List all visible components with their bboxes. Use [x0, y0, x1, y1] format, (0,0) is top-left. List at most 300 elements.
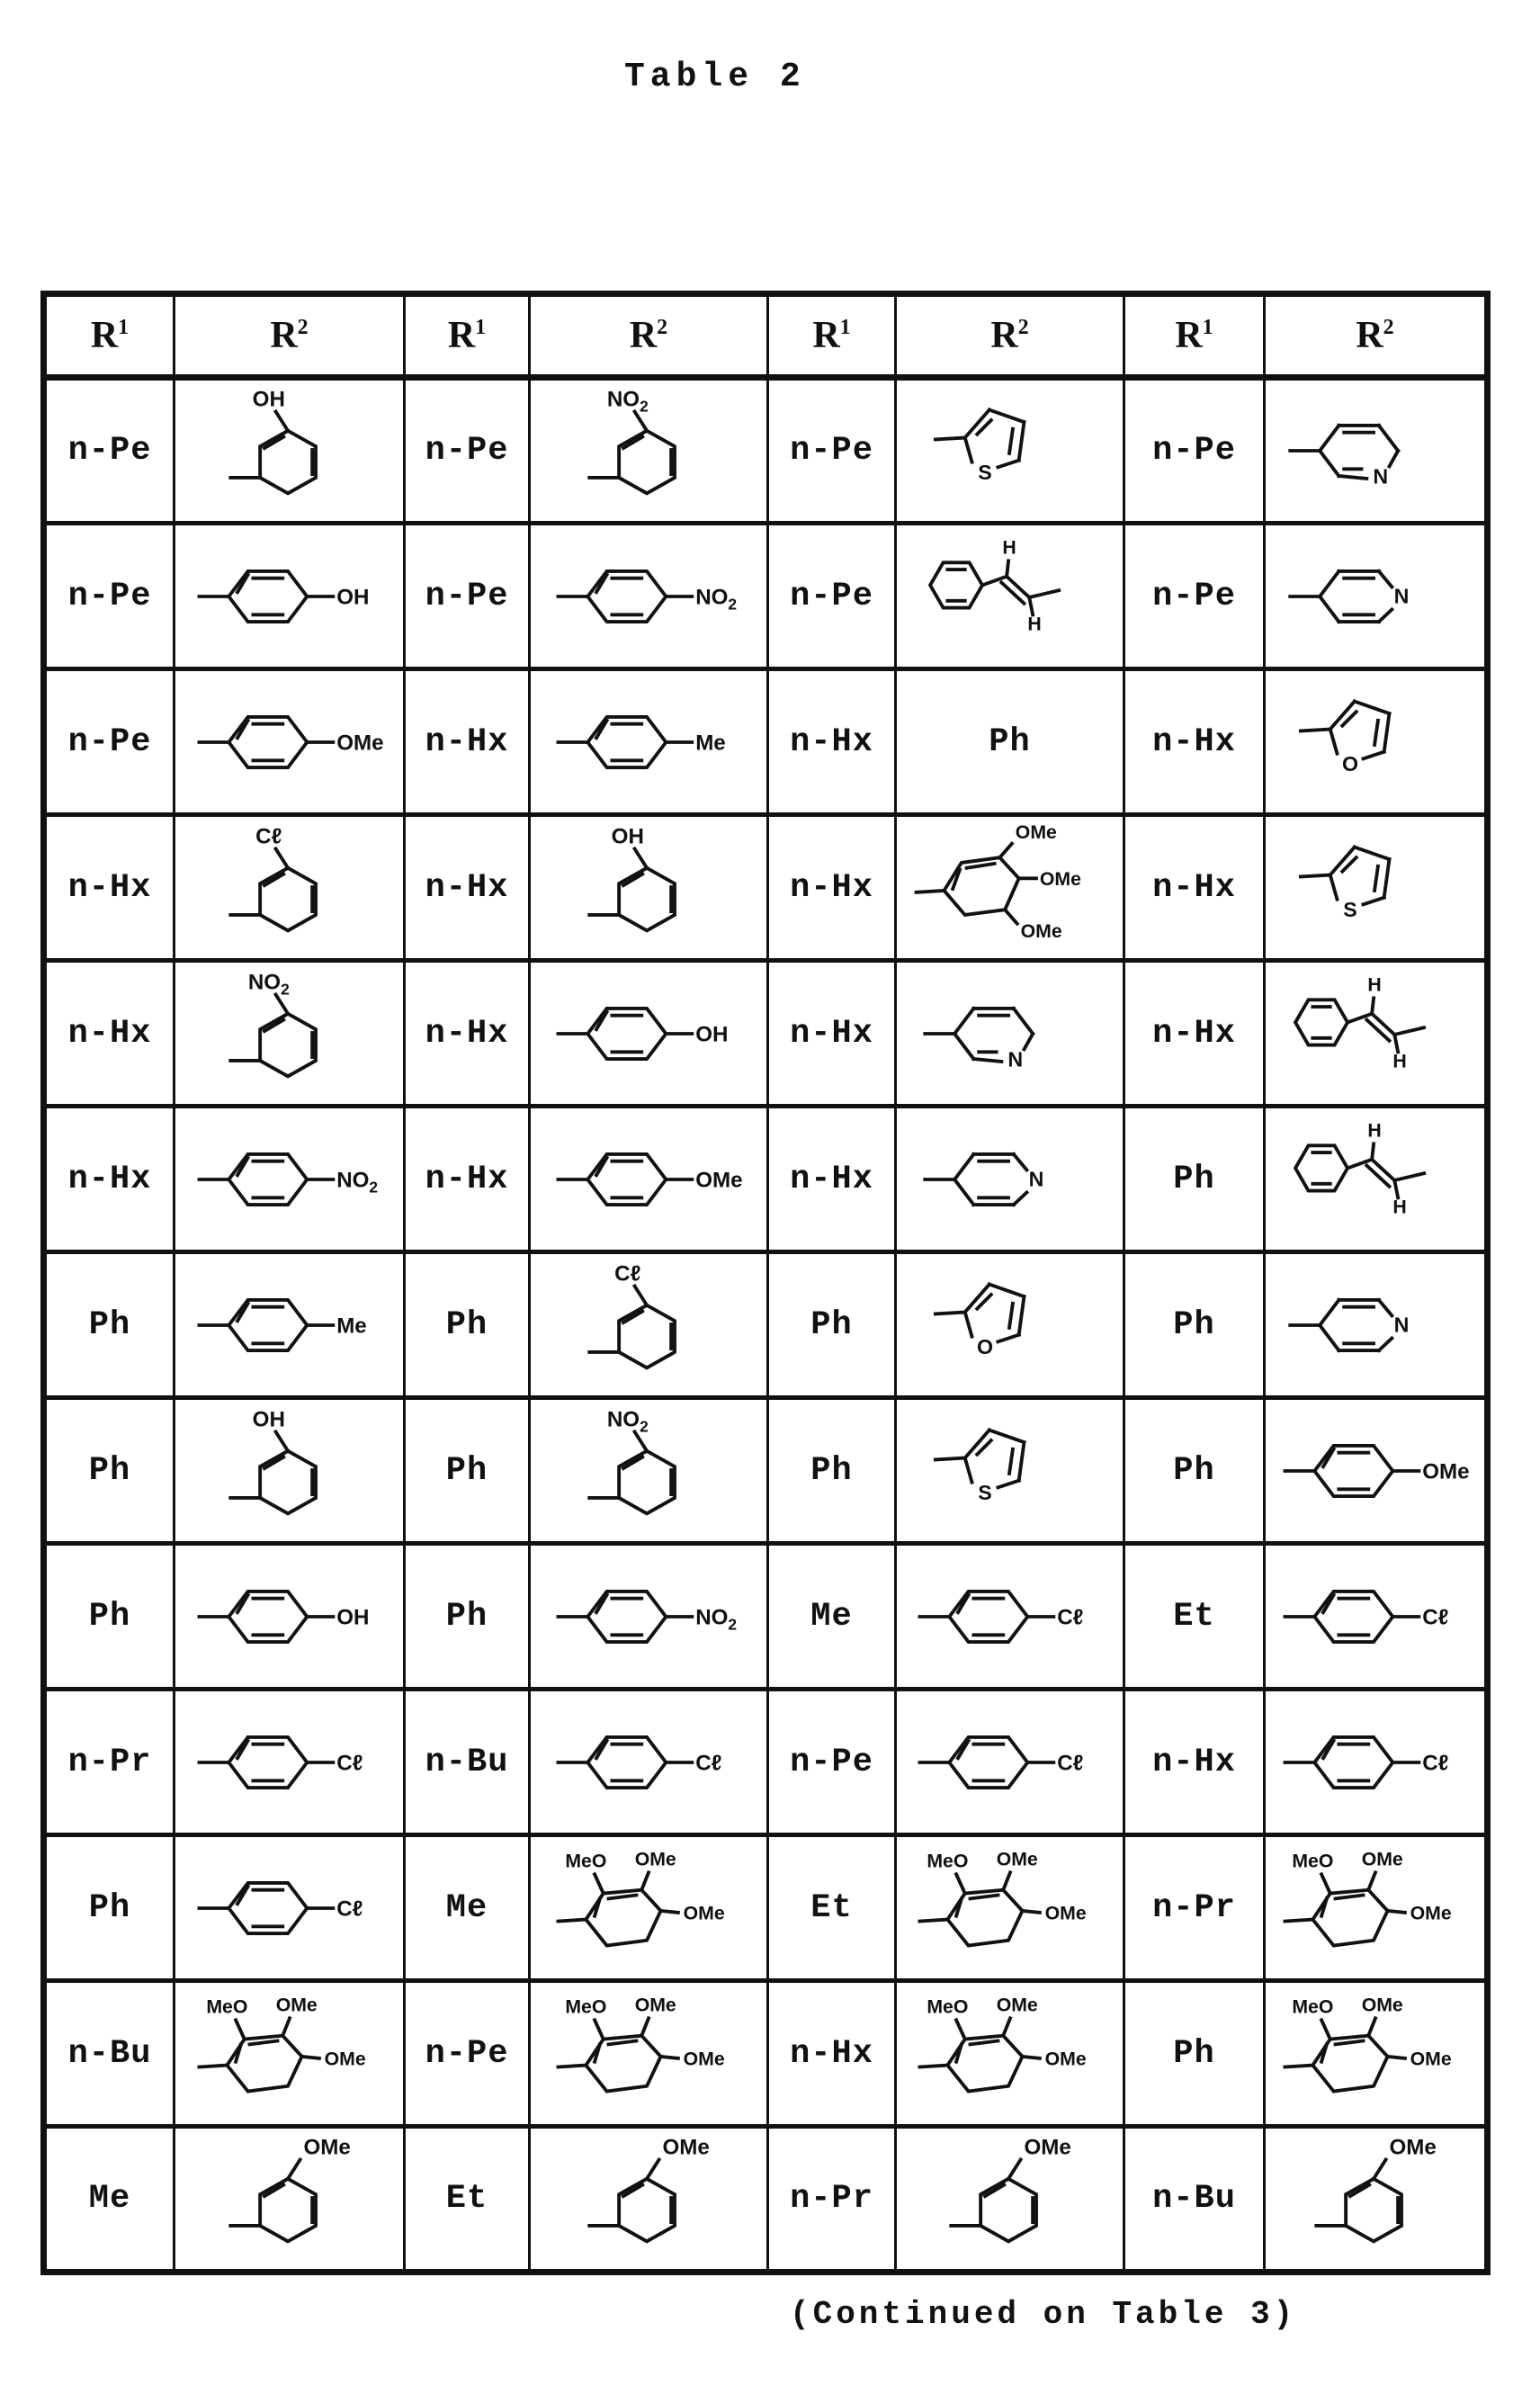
svg-text:N: N — [1028, 1167, 1043, 1191]
substituent-text: n-Pe — [67, 432, 152, 470]
substituent-text: Me — [810, 1597, 853, 1636]
svg-text:NO2: $NO_2$ — [606, 387, 649, 416]
substituent-text: n-Pe — [67, 577, 152, 615]
r2-cell — [896, 1252, 1124, 1398]
svg-text:OH: OH — [252, 387, 285, 412]
substituent-text: n-Pe — [1152, 577, 1236, 615]
svg-text:OMe: OMe — [1015, 821, 1057, 843]
substituent-text: n-Pe — [425, 432, 509, 470]
svg-text:OMe: OMe — [1410, 1902, 1452, 1924]
struct-benzene-ortho — [185, 968, 394, 1099]
struct-furyl — [906, 1260, 1115, 1391]
r2-cell — [175, 2127, 405, 2273]
substituent-text: n-Pe — [67, 722, 152, 761]
r2-cell — [530, 378, 768, 524]
substituent-text: n-Pe — [1152, 432, 1236, 470]
table-header — [44, 294, 1488, 378]
svg-text:Cℓ: Cℓ — [1056, 1605, 1083, 1630]
svg-text:OMe: OMe — [1044, 2048, 1087, 2070]
r1-cell — [405, 1398, 530, 1544]
substituent-text: Ph — [810, 1305, 853, 1344]
svg-text:O: O — [976, 1334, 993, 1358]
struct-trimethoxy-234 — [1271, 1843, 1480, 1974]
svg-text:OMe: OMe — [634, 1848, 676, 1870]
struct-thienyl — [906, 1405, 1115, 1537]
svg-text:N: N — [1393, 584, 1409, 608]
r1-cell — [1124, 961, 1265, 1107]
struct-benzene-para — [544, 1697, 753, 1828]
substituent-text: n-Hx — [67, 1160, 152, 1198]
r1-cell — [405, 1544, 530, 1690]
struct-benzene-para — [185, 1260, 394, 1391]
substituent-text: Ph — [88, 1888, 131, 1927]
r1-cell — [768, 1107, 896, 1252]
svg-text:Me: Me — [336, 1314, 367, 1339]
svg-text:S: S — [977, 1480, 992, 1504]
r1-cell — [405, 1981, 530, 2127]
struct-benzene-para — [544, 1551, 753, 1682]
header-r1: $R^1$ — [405, 294, 530, 378]
r2-cell — [175, 961, 405, 1107]
header-r1: $R^1$ — [768, 294, 896, 378]
header-row — [44, 294, 1488, 378]
struct-pyridyl-n-bottomright — [906, 968, 1115, 1099]
substituent-text: n-Hx — [790, 722, 873, 761]
struct-trimethoxy-234 — [544, 1843, 753, 1974]
substituent-text: Ph — [810, 1451, 853, 1490]
r1-cell — [768, 1398, 896, 1544]
r1-cell — [405, 378, 530, 524]
svg-text:OMe: OMe — [1023, 2135, 1071, 2160]
r2-cell — [896, 1398, 1124, 1544]
struct-trimethoxy-234 — [906, 1843, 1115, 1974]
struct-benzene-ortho — [185, 385, 394, 516]
substituent-text: Ph — [445, 1305, 488, 1344]
r2-cell — [530, 815, 768, 961]
svg-text:N: N — [1372, 464, 1388, 489]
svg-text:OMe: OMe — [324, 2048, 366, 2070]
r2-cell — [530, 1544, 768, 1690]
r1-cell — [405, 1690, 530, 1835]
substituent-text: n-Hx — [1152, 868, 1236, 907]
substituent-text: n-Pr — [790, 2180, 873, 2218]
substituent-text: Ph — [1173, 2034, 1215, 2073]
r1-cell — [44, 1398, 175, 1544]
substituent-text: n-Hx — [790, 1160, 873, 1198]
substituent-text: n-Pe — [790, 1743, 873, 1781]
svg-text:OMe: OMe — [275, 1994, 318, 2016]
svg-text:MeO: MeO — [1291, 1850, 1333, 1872]
svg-text:OH: OH — [611, 824, 644, 849]
struct-styryl — [1271, 1114, 1480, 1245]
r2-cell — [530, 1690, 768, 1835]
r1-cell — [1124, 1690, 1265, 1835]
svg-text:Cℓ: Cℓ — [1421, 1605, 1448, 1630]
struct-benzene-meta — [185, 2133, 394, 2264]
r2-cell — [175, 1107, 405, 1252]
r2-cell — [1265, 815, 1488, 961]
substituent-text: n-Hx — [67, 868, 152, 907]
substituent-text: Ph — [445, 1597, 488, 1636]
svg-text:NO2: $NO_2$ — [695, 585, 738, 613]
table-body — [44, 378, 1488, 2273]
substituent-text: Ph — [88, 1451, 131, 1490]
r1-cell — [44, 1107, 175, 1252]
substituent-text: Et — [810, 1888, 853, 1927]
r1-cell — [768, 961, 896, 1107]
struct-benzene-meta — [906, 2133, 1115, 2264]
compound-table — [40, 291, 1491, 2275]
header-r2: $R^2$ — [896, 294, 1124, 378]
struct-benzene-ortho — [185, 822, 394, 954]
r1-cell — [405, 1107, 530, 1252]
r1-cell — [405, 1835, 530, 1981]
table-row — [44, 1544, 1488, 1690]
svg-text:MeO: MeO — [926, 1995, 968, 2018]
svg-text:H: H — [1026, 613, 1042, 635]
struct-benzene-ortho — [544, 822, 753, 954]
svg-text:OMe: OMe — [695, 1168, 743, 1193]
r2-cell — [1265, 1690, 1488, 1835]
struct-trimethoxy-234 — [906, 1988, 1115, 2120]
struct-trimethoxy-234 — [544, 1988, 753, 2120]
svg-text:Me: Me — [695, 731, 726, 756]
table-row — [44, 961, 1488, 1107]
svg-text:Cℓ: Cℓ — [336, 1896, 363, 1922]
r1-cell — [1124, 378, 1265, 524]
svg-text:OMe: OMe — [302, 2135, 351, 2160]
svg-text:Cℓ: Cℓ — [1056, 1751, 1083, 1776]
svg-text:Cℓ: Cℓ — [614, 1261, 641, 1287]
r1-cell — [44, 1544, 175, 1690]
r1-cell — [1124, 1981, 1265, 2127]
svg-text:H: H — [1001, 536, 1016, 559]
struct-benzene-para — [185, 1551, 394, 1682]
r2-cell — [1265, 1835, 1488, 1981]
svg-text:OMe: OMe — [634, 1994, 676, 2016]
struct-benzene-para — [544, 677, 753, 808]
svg-text:OMe: OMe — [996, 1994, 1038, 2016]
struct-pyridyl-n-right — [1271, 531, 1480, 662]
r1-cell — [768, 1690, 896, 1835]
struct-benzene-para — [906, 1697, 1115, 1828]
table-row — [44, 2127, 1488, 2273]
substituent-text: Ph — [88, 1597, 131, 1636]
svg-text:OH: OH — [252, 1407, 285, 1432]
table-row — [44, 1252, 1488, 1398]
r2-cell — [530, 524, 768, 669]
struct-benzene-meta — [544, 2133, 753, 2264]
substituent-text: n-Hx — [790, 868, 873, 907]
svg-text:H: H — [1392, 1050, 1407, 1072]
table-row — [44, 1690, 1488, 1835]
svg-text:N: N — [1007, 1047, 1023, 1071]
r2-cell — [896, 1107, 1124, 1252]
struct-benzene-para — [185, 1843, 394, 1974]
r2-cell — [1265, 1544, 1488, 1690]
substituent-text: n-Hx — [790, 2034, 873, 2073]
substituent-text: n-Pe — [425, 2034, 509, 2073]
svg-text:MeO: MeO — [565, 1850, 607, 1872]
r1-cell — [1124, 1544, 1265, 1690]
r2-cell — [175, 669, 405, 815]
r1-cell — [768, 1544, 896, 1690]
r2-cell — [896, 2127, 1124, 2273]
substituent-text: Ph — [445, 1451, 488, 1490]
svg-text:Cℓ: Cℓ — [255, 824, 282, 849]
substituent-text: Ph — [88, 1305, 131, 1344]
table-row — [44, 1835, 1488, 1981]
table-row — [44, 524, 1488, 669]
svg-text:MeO: MeO — [565, 1995, 607, 2018]
substituent-text: n-Hx — [1152, 722, 1236, 761]
r1-cell — [44, 524, 175, 669]
r1-cell — [768, 1835, 896, 1981]
struct-trimethoxy-234 — [185, 1988, 394, 2120]
r1-cell — [1124, 669, 1265, 815]
r2-cell — [175, 815, 405, 961]
r2-cell — [530, 1981, 768, 2127]
svg-text:OMe: OMe — [1044, 1902, 1087, 1924]
r2-cell — [896, 815, 1124, 961]
svg-text:MeO: MeO — [1291, 1995, 1333, 2018]
struct-trimethoxy-234 — [1271, 1988, 1480, 2120]
substituent-text: Ph — [1173, 1451, 1215, 1490]
r2-cell — [1265, 524, 1488, 669]
struct-benzene-ortho — [544, 385, 753, 516]
svg-text:NO2: $NO_2$ — [247, 970, 290, 998]
table-row — [44, 669, 1488, 815]
struct-styryl — [906, 531, 1115, 662]
struct-benzene-ortho — [544, 1405, 753, 1537]
header-r2: $R^2$ — [1265, 294, 1488, 378]
struct-benzene-para — [185, 1114, 394, 1245]
struct-pyridyl-n-bottomright — [1271, 385, 1480, 516]
svg-text:OMe: OMe — [662, 2135, 710, 2160]
r1-cell — [1124, 2127, 1265, 2273]
r2-cell — [1265, 1398, 1488, 1544]
r1-cell — [768, 524, 896, 669]
r2-cell — [1265, 1981, 1488, 2127]
r1-cell — [405, 815, 530, 961]
r1-cell — [44, 1252, 175, 1398]
r2-cell — [896, 669, 1124, 815]
r2-cell — [175, 378, 405, 524]
r2-cell — [530, 669, 768, 815]
struct-furyl — [1271, 677, 1480, 808]
svg-text:OMe: OMe — [1388, 2135, 1437, 2160]
r1-cell — [1124, 1835, 1265, 1981]
svg-text:Cℓ: Cℓ — [336, 1751, 363, 1776]
svg-text:S: S — [1342, 897, 1357, 921]
struct-benzene-para — [185, 531, 394, 662]
r1-cell — [1124, 524, 1265, 669]
r1-cell — [1124, 1252, 1265, 1398]
struct-thienyl — [906, 385, 1115, 516]
r1-cell — [768, 378, 896, 524]
r2-cell — [1265, 669, 1488, 815]
r1-cell — [405, 524, 530, 669]
struct-benzene-para — [185, 677, 394, 808]
svg-text:OMe: OMe — [683, 1902, 725, 1924]
substituent-text: Ph — [1173, 1305, 1215, 1344]
r2-cell — [175, 1544, 405, 1690]
r1-cell — [44, 815, 175, 961]
r2-cell — [1265, 961, 1488, 1107]
r1-cell — [405, 669, 530, 815]
substituent-text: Et — [445, 2180, 488, 2218]
substituent-text: n-Bu — [1152, 2180, 1236, 2218]
substituent-text: n-Pr — [67, 1743, 152, 1781]
svg-text:H: H — [1366, 973, 1382, 996]
r2-cell — [530, 1252, 768, 1398]
substituent-text: Me — [88, 2180, 131, 2218]
substituent-text: Me — [445, 1888, 488, 1927]
substituent-text: n-Hx — [425, 1014, 509, 1053]
r2-cell — [175, 1835, 405, 1981]
r2-cell — [896, 1835, 1124, 1981]
svg-text:OH: OH — [336, 1605, 369, 1630]
continued-note: (Continued on Table 3) — [790, 2296, 1297, 2333]
r1-cell — [405, 961, 530, 1107]
r2-cell — [1265, 1252, 1488, 1398]
substituent-text: n-Hx — [425, 868, 509, 907]
substituent-text: n-Hx — [425, 722, 509, 761]
r1-cell — [44, 1981, 175, 2127]
svg-text:NO2: $NO_2$ — [606, 1407, 649, 1435]
r1-cell — [1124, 1107, 1265, 1252]
r1-cell — [405, 1252, 530, 1398]
svg-text:OMe: OMe — [1039, 867, 1081, 890]
r2-cell — [530, 1398, 768, 1544]
struct-benzene-para — [544, 968, 753, 1099]
r1-cell — [768, 1252, 896, 1398]
substituent-text: n-Hx — [790, 1014, 873, 1053]
r2-cell — [1265, 2127, 1488, 2273]
header-r2: $R^2$ — [175, 294, 405, 378]
svg-text:H: H — [1392, 1196, 1407, 1218]
struct-styryl — [1271, 968, 1480, 1099]
header-r1: $R^1$ — [1124, 294, 1265, 378]
svg-text:OMe: OMe — [1361, 1994, 1403, 2016]
struct-benzene-ortho — [185, 1405, 394, 1537]
r1-cell — [768, 2127, 896, 2273]
svg-text:NO2: $NO_2$ — [336, 1168, 378, 1196]
table-title: Table 2 — [624, 58, 806, 96]
r2-cell — [530, 1107, 768, 1252]
substituent-text: n-Pe — [425, 577, 509, 615]
table-row — [44, 1981, 1488, 2127]
svg-text:Cℓ: Cℓ — [1421, 1751, 1448, 1776]
r1-cell — [44, 378, 175, 524]
header-r2: $R^2$ — [530, 294, 768, 378]
table-row — [44, 815, 1488, 961]
struct-benzene-ortho — [544, 1260, 753, 1391]
struct-thienyl — [1271, 822, 1480, 954]
table-row — [44, 378, 1488, 524]
struct-benzene-para — [544, 531, 753, 662]
substituent-text: n-Hx — [1152, 1743, 1236, 1781]
struct-trimethoxy-345 — [906, 822, 1115, 954]
substituent-text: Et — [1173, 1597, 1215, 1636]
substituent-text: n-Hx — [67, 1014, 152, 1053]
table-row — [44, 1398, 1488, 1544]
svg-text:OH: OH — [336, 585, 369, 610]
svg-text:MeO: MeO — [926, 1850, 968, 1872]
substituent-text: n-Hx — [1152, 1014, 1236, 1053]
r1-cell — [768, 815, 896, 961]
struct-pyridyl-n-right — [1271, 1260, 1480, 1391]
r1-cell — [44, 2127, 175, 2273]
svg-text:OMe: OMe — [996, 1848, 1038, 1870]
svg-text:NO2: $NO_2$ — [695, 1605, 738, 1633]
r2-cell — [1265, 378, 1488, 524]
substituent-text: n-Pe — [790, 432, 873, 470]
substituent-text: n-Pe — [790, 577, 873, 615]
r2-cell — [175, 1690, 405, 1835]
struct-benzene-meta — [1271, 2133, 1480, 2264]
r2-cell — [896, 1544, 1124, 1690]
r2-cell — [896, 1981, 1124, 2127]
svg-text:OMe: OMe — [1410, 2048, 1452, 2070]
r2-cell — [896, 961, 1124, 1107]
struct-benzene-para — [1271, 1405, 1480, 1537]
struct-benzene-para — [1271, 1551, 1480, 1682]
r2-cell — [175, 524, 405, 669]
r2-cell — [175, 1398, 405, 1544]
svg-text:O: O — [1341, 751, 1358, 776]
r2-cell — [896, 378, 1124, 524]
svg-text:MeO: MeO — [205, 1995, 247, 2018]
svg-text:S: S — [977, 460, 992, 484]
r2-cell — [175, 1981, 405, 2127]
svg-text:OMe: OMe — [1020, 919, 1062, 942]
r1-cell — [44, 1690, 175, 1835]
substituent-text: n-Bu — [425, 1743, 509, 1781]
r2-cell — [896, 524, 1124, 669]
r1-cell — [1124, 815, 1265, 961]
r2-cell — [896, 1690, 1124, 1835]
r2-cell — [530, 961, 768, 1107]
table-row — [44, 1107, 1488, 1252]
svg-text:OMe: OMe — [1421, 1459, 1470, 1484]
r1-cell — [44, 961, 175, 1107]
svg-text:OMe: OMe — [1361, 1848, 1403, 1870]
svg-text:OMe: OMe — [683, 2048, 725, 2070]
substituent-text: Ph — [989, 722, 1031, 761]
r2-cell — [175, 1252, 405, 1398]
svg-text:OMe: OMe — [336, 731, 384, 756]
svg-text:H: H — [1366, 1119, 1382, 1142]
svg-text:OH: OH — [695, 1022, 729, 1047]
struct-pyridyl-n-right — [906, 1114, 1115, 1245]
r1-cell — [44, 669, 175, 815]
r1-cell — [1124, 1398, 1265, 1544]
substituent-text: n-Pr — [1152, 1888, 1236, 1927]
struct-benzene-para — [906, 1551, 1115, 1682]
r2-cell — [530, 2127, 768, 2273]
svg-text:N: N — [1393, 1313, 1409, 1337]
r1-cell — [405, 2127, 530, 2273]
r1-cell — [44, 1835, 175, 1981]
r2-cell — [530, 1835, 768, 1981]
substituent-text: n-Bu — [67, 2034, 152, 2073]
svg-text:Cℓ: Cℓ — [695, 1751, 722, 1776]
header-r1: $R^1$ — [44, 294, 175, 378]
r2-cell — [1265, 1107, 1488, 1252]
struct-benzene-para — [544, 1114, 753, 1245]
substituent-text: Ph — [1173, 1160, 1215, 1198]
